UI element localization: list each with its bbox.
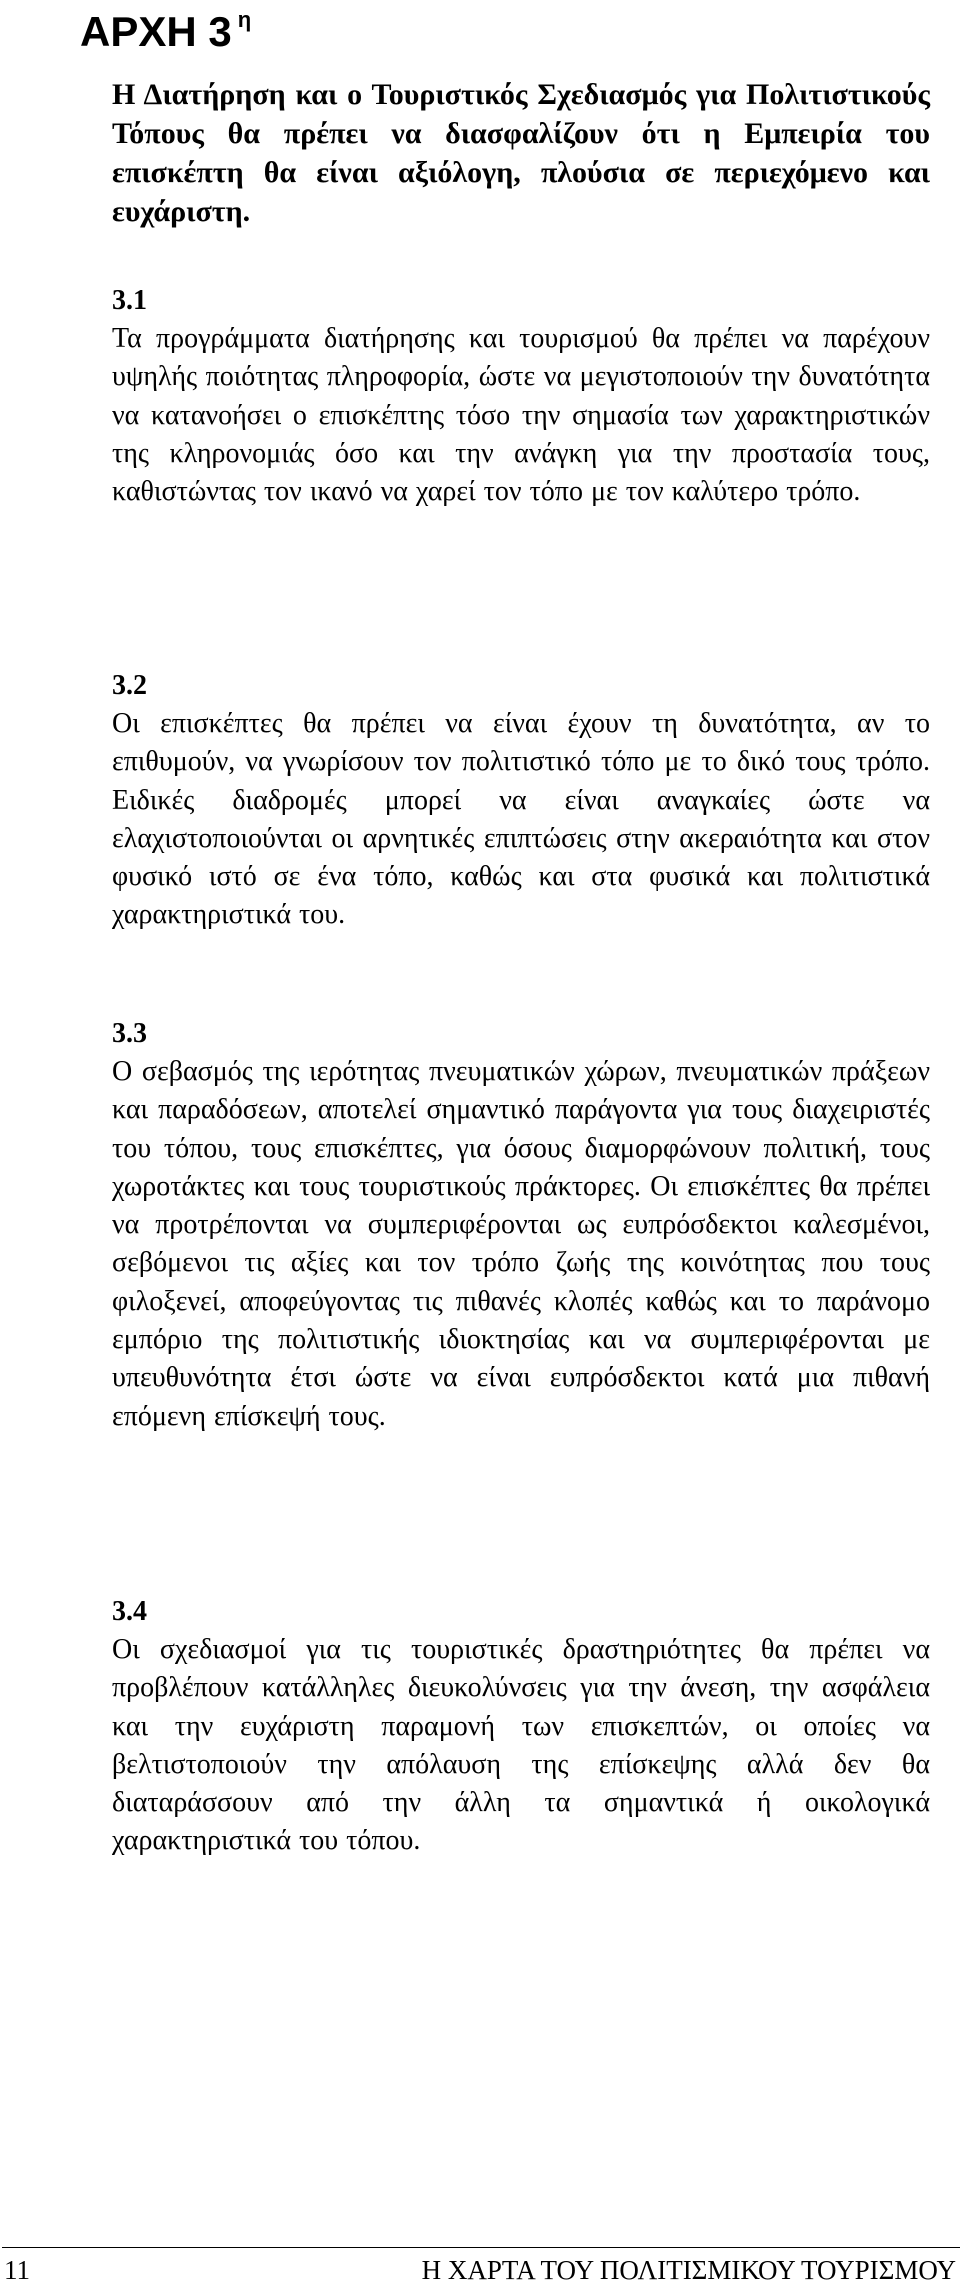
section-text: Οι επισκέπτες θα πρέπει να είναι έχουν τη δυνατότητα, αν το επιθυμούν, να γνωρίσουν τον πολιτιστικό τόπο με το δικό τους τρόπο. Ειδικές διαδρομές μπορεί να είναι αναγκαίες ώστε να ελαχιστοποιούνται οι αρνητικές επιπτώσεις στην ακεραιότητα και στον φυσικό ιστό σε ένα τόπο, καθώς και στα φυσικά και πολιτιστικά χαρακτηριστικά του. — [112, 708, 930, 931]
section-text: Ο σεβασμός της ιερότητας πνευματικών χώρων, πνευματικών πράξεων και παραδόσεων, αποτελεί σημαντικό παράγοντα για τους διαχειριστές του τόπου, τους επισκέπτες, για όσους διαμορφώνουν πολιτική, τους χωροτάκτες και τους τουριστικούς πράκτορες. Οι επισκέπτες θα πρέπει να προτρέπονται να συμπεριφέρονται ως ευπρόσδεκτοι καλεσμένοι, σεβόμενοι τις αξίες και τον τρόπο ζωής της κοινότητας που τους φιλοξενεί, αποφεύγοντας τις πιθανές κλοπές καθώς και το παράνομο εμπόριο της πολιτιστικής ιδιοκτησίας και να συμπεριφέρονται με υπευθυνότητα έτσι ώστε να είναι ευπρόσδεκτοι κατά μια πιθανή επόμενη επίσκεψή τους. — [112, 1056, 930, 1432]
page-number: 11 — [4, 2255, 30, 2285]
section-3-2 — [112, 667, 930, 935]
footer-divider — [2, 2247, 960, 2248]
section-3-3 — [112, 1015, 930, 1436]
principle-statement: Η Διατήρηση και ο Τουριστικός Σχεδιασμός για Πολιτιστικούς Τόπους θα πρέπει να διασφαλίζουν ότι η Εμπειρία του επισκέπτη θα είναι αξιόλογη, πλούσια σε περιεχόμενο και ευχάριστη. — [112, 78, 930, 228]
chapter-title: ΑΡΧΗ 3 — [80, 8, 232, 55]
section-number: 3.3 — [112, 1018, 147, 1049]
section-text: Οι σχεδιασμοί για τις τουριστικές δραστηριότητες θα πρέπει να προβλέπουν κατάλληλες διευκολύνσεις για την άνεση, την ασφάλεια και την ευχάριστη παραμονή των επισκεπτών, οι οποίες να βελτιστοποιούν την απόλαυση της επίσκεψης αλλά δεν θα διαταράσσουν από την άλλη τα σημαντικά ή οικολογικά χαρακτηριστικά του τόπου. — [112, 1634, 930, 1857]
section-3-1 — [112, 282, 930, 511]
section-number: 3.2 — [112, 670, 147, 701]
running-title: Η ΧΑΡΤΑ ΤΟΥ ΠΟΛΙΤΙΣΜΙΚΟΥ ΤΟΥΡΙΣΜΟΥ — [421, 2255, 956, 2285]
section-3-4 — [112, 1593, 930, 1861]
section-number: 3.1 — [112, 285, 147, 316]
section-text: Τα προγράμματα διατήρησης και τουρισμού θα πρέπει να παρέχουν υψηλής ποιότητας πληροφορία, ώστε να μεγιστοποιούν την δυνατότητα να κατανοήσει ο επισκέπτης τόσο την σημασία των χαρακτηριστικών της κληρονομιάς όσο και την ανάγκη για την προστασία τους, καθιστώντας τον ικανό να χαρεί τον τόπο με τον καλύτερο τρόπο. — [112, 323, 930, 508]
chapter-superscript: η — [237, 7, 252, 32]
section-number: 3.4 — [112, 1596, 147, 1627]
chapter-heading — [80, 0, 251, 56]
